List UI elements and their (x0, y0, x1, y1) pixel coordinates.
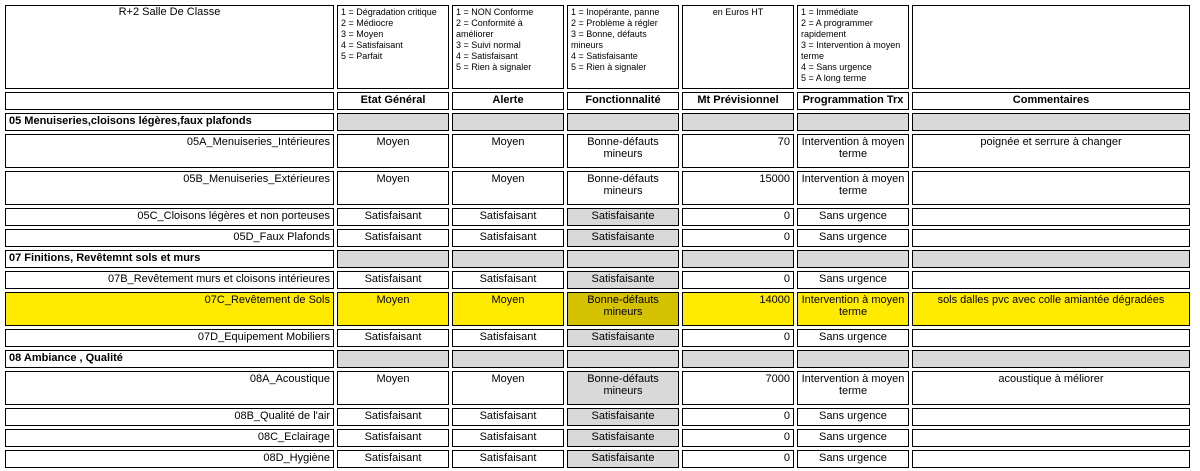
prog-cell: Sans urgence (797, 229, 909, 247)
comm-cell (912, 408, 1190, 426)
legend-etat-line: 1 = Dégradation critique (341, 7, 437, 17)
table-row (5, 229, 1190, 247)
etat-cell: Satisfaisant (337, 229, 449, 247)
etat-cell: Satisfaisant (337, 450, 449, 468)
montant-cell: 14000 (682, 292, 794, 326)
fonct-cell: Satisfaisante (567, 229, 679, 247)
table-row (5, 371, 1190, 405)
montant-cell: 0 (682, 271, 794, 289)
table-row (5, 134, 1190, 168)
legend-alerte-line: 5 = Rien à signaler (456, 62, 532, 72)
comm-cell: acoustique à méliorer (912, 371, 1190, 405)
legend-alerte-line: 3 = Suivi normal (456, 40, 521, 50)
montant-cell: 0 (682, 450, 794, 468)
etat-cell: Moyen (337, 371, 449, 405)
header-montant: Mt Prévisionnel (682, 92, 794, 110)
alerte-cell: Satisfaisant (452, 429, 564, 447)
header-empty (5, 92, 334, 110)
montant-cell: 0 (682, 408, 794, 426)
header-prog: Programmation Trx (797, 92, 909, 110)
section-row (5, 350, 1190, 368)
header-fonct: Fonctionnalité (567, 92, 679, 110)
table-row (5, 450, 1190, 468)
section-blank-cell (567, 113, 679, 131)
legend-alerte-line: 4 = Satisfaisant (456, 51, 518, 61)
prog-cell: Sans urgence (797, 329, 909, 347)
comm-cell: poignée et serrure à changer (912, 134, 1190, 168)
header-etat: Etat Général (337, 92, 449, 110)
legend-prog-line: 4 = Sans urgence (801, 62, 872, 72)
section-blank-cell (337, 113, 449, 131)
section-blank-cell (452, 113, 564, 131)
header-comm: Commentaires (912, 92, 1190, 110)
alerte-cell: Moyen (452, 371, 564, 405)
legend-fonct-line: 4 = Satisfaisante (571, 51, 638, 61)
montant-cell: 0 (682, 229, 794, 247)
montant-cell: 0 (682, 208, 794, 226)
section-label: 08 Ambiance , Qualité (5, 350, 334, 368)
table-row (5, 329, 1190, 347)
comm-cell (912, 429, 1190, 447)
section-blank-cell (452, 250, 564, 268)
section-blank-cell (337, 350, 449, 368)
alerte-cell: Satisfaisant (452, 450, 564, 468)
item-name: 05B_Menuiseries_Extérieures (5, 171, 334, 205)
legend-etat-line: 3 = Moyen (341, 29, 384, 39)
table-row-highlighted (5, 292, 1190, 326)
sheet-title: R+2 Salle De Classe (5, 5, 334, 89)
table-row (5, 271, 1190, 289)
fonct-cell: Satisfaisante (567, 271, 679, 289)
legend-montant: en Euros HT (682, 5, 794, 89)
item-name: 05C_Cloisons légères et non porteuses (5, 208, 334, 226)
comm-cell (912, 208, 1190, 226)
legend-fonct-line: 5 = Rien à signaler (571, 62, 647, 72)
section-blank-cell (912, 113, 1190, 131)
montant-cell: 15000 (682, 171, 794, 205)
section-blank-cell (797, 350, 909, 368)
item-name: 08B_Qualité de l'air (5, 408, 334, 426)
etat-cell: Satisfaisant (337, 271, 449, 289)
legend-comm (912, 5, 1190, 89)
alerte-cell: Moyen (452, 134, 564, 168)
alerte-cell: Satisfaisant (452, 408, 564, 426)
item-name: 08D_Hygiène (5, 450, 334, 468)
prog-cell: Intervention à moyen terme (797, 134, 909, 168)
comm-cell (912, 229, 1190, 247)
legend-alerte-line: 1 = NON Conforme (456, 7, 534, 17)
comm-cell: sols dalles pvc avec colle amiantée dégradées (912, 292, 1190, 326)
alerte-cell: Moyen (452, 292, 564, 326)
comm-cell (912, 271, 1190, 289)
item-name: 07B_Revêtement murs et cloisons intérieures (5, 271, 334, 289)
legend-prog-line: 5 = A long terme (801, 73, 867, 83)
legend-fonct-line: 3 = Bonne, défauts mineurs (571, 29, 647, 50)
prog-cell: Sans urgence (797, 450, 909, 468)
legend-fonct-line: 1 = Inopérante, panne (571, 7, 660, 17)
item-name: 07C_Revêtement de Sols (5, 292, 334, 326)
alerte-cell: Satisfaisant (452, 229, 564, 247)
section-blank-cell (797, 250, 909, 268)
legend-prog (797, 5, 909, 89)
section-blank-cell (797, 113, 909, 131)
table-row (5, 429, 1190, 447)
comm-cell (912, 171, 1190, 205)
montant-cell: 7000 (682, 371, 794, 405)
header-row (5, 92, 1190, 110)
legend-prog-line: 1 = Immédiate (801, 7, 859, 17)
section-blank-cell (682, 250, 794, 268)
legend-prog-line: 2 = A programmer rapidement (801, 18, 873, 39)
etat-cell: Satisfaisant (337, 208, 449, 226)
table-row (5, 171, 1190, 205)
fonct-cell: Satisfaisante (567, 329, 679, 347)
legend-etat (337, 5, 449, 89)
etat-cell: Moyen (337, 134, 449, 168)
section-blank-cell (912, 250, 1190, 268)
section-blank-cell (682, 113, 794, 131)
section-label: 07 Finitions, Revêtemnt sols et murs (5, 250, 334, 268)
etat-cell: Moyen (337, 292, 449, 326)
prog-cell: Sans urgence (797, 429, 909, 447)
section-blank-cell (337, 250, 449, 268)
fonct-cell: Satisfaisante (567, 429, 679, 447)
section-row (5, 250, 1190, 268)
etat-cell: Satisfaisant (337, 329, 449, 347)
item-name: 07D_Equipement Mobiliers (5, 329, 334, 347)
item-name: 05D_Faux Plafonds (5, 229, 334, 247)
montant-cell: 0 (682, 429, 794, 447)
alerte-cell: Satisfaisant (452, 329, 564, 347)
table-row (5, 408, 1190, 426)
etat-cell: Satisfaisant (337, 408, 449, 426)
alerte-cell: Satisfaisant (452, 208, 564, 226)
legend-fonct-line: 2 = Problème à régler (571, 18, 658, 28)
assessment-table (2, 2, 1193, 471)
prog-cell: Sans urgence (797, 408, 909, 426)
montant-cell: 70 (682, 134, 794, 168)
item-name: 05A_Menuiseries_Intérieures (5, 134, 334, 168)
header-alerte: Alerte (452, 92, 564, 110)
fonct-cell: Satisfaisante (567, 208, 679, 226)
legend-prog-line: 3 = Intervention à moyen terme (801, 40, 901, 61)
etat-cell: Moyen (337, 171, 449, 205)
legend-alerte-line: 2 = Conformité à améliorer (456, 18, 523, 39)
legend-fonct (567, 5, 679, 89)
fonct-cell: Bonne-défauts mineurs (567, 292, 679, 326)
legend-row (5, 5, 1190, 89)
section-blank-cell (567, 350, 679, 368)
montant-cell: 0 (682, 329, 794, 347)
table-row (5, 208, 1190, 226)
fonct-cell: Satisfaisante (567, 408, 679, 426)
section-blank-cell (682, 350, 794, 368)
fonct-cell: Bonne-défauts mineurs (567, 134, 679, 168)
prog-cell: Intervention à moyen terme (797, 292, 909, 326)
comm-cell (912, 450, 1190, 468)
section-blank-cell (912, 350, 1190, 368)
legend-etat-line: 5 = Parfait (341, 51, 383, 61)
fonct-cell: Satisfaisante (567, 450, 679, 468)
section-blank-cell (452, 350, 564, 368)
legend-etat-line: 4 = Satisfaisant (341, 40, 403, 50)
prog-cell: Intervention à moyen terme (797, 371, 909, 405)
prog-cell: Intervention à moyen terme (797, 171, 909, 205)
section-label: 05 Menuiseries,cloisons légères,faux plafonds (5, 113, 334, 131)
fonct-cell: Bonne-défauts mineurs (567, 171, 679, 205)
legend-alerte (452, 5, 564, 89)
section-blank-cell (567, 250, 679, 268)
fonct-cell: Bonne-défauts mineurs (567, 371, 679, 405)
alerte-cell: Moyen (452, 171, 564, 205)
legend-etat-line: 2 = Médiocre (341, 18, 394, 28)
alerte-cell: Satisfaisant (452, 271, 564, 289)
prog-cell: Sans urgence (797, 208, 909, 226)
comm-cell (912, 329, 1190, 347)
prog-cell: Sans urgence (797, 271, 909, 289)
item-name: 08C_Eclairage (5, 429, 334, 447)
item-name: 08A_Acoustique (5, 371, 334, 405)
section-row (5, 113, 1190, 131)
etat-cell: Satisfaisant (337, 429, 449, 447)
